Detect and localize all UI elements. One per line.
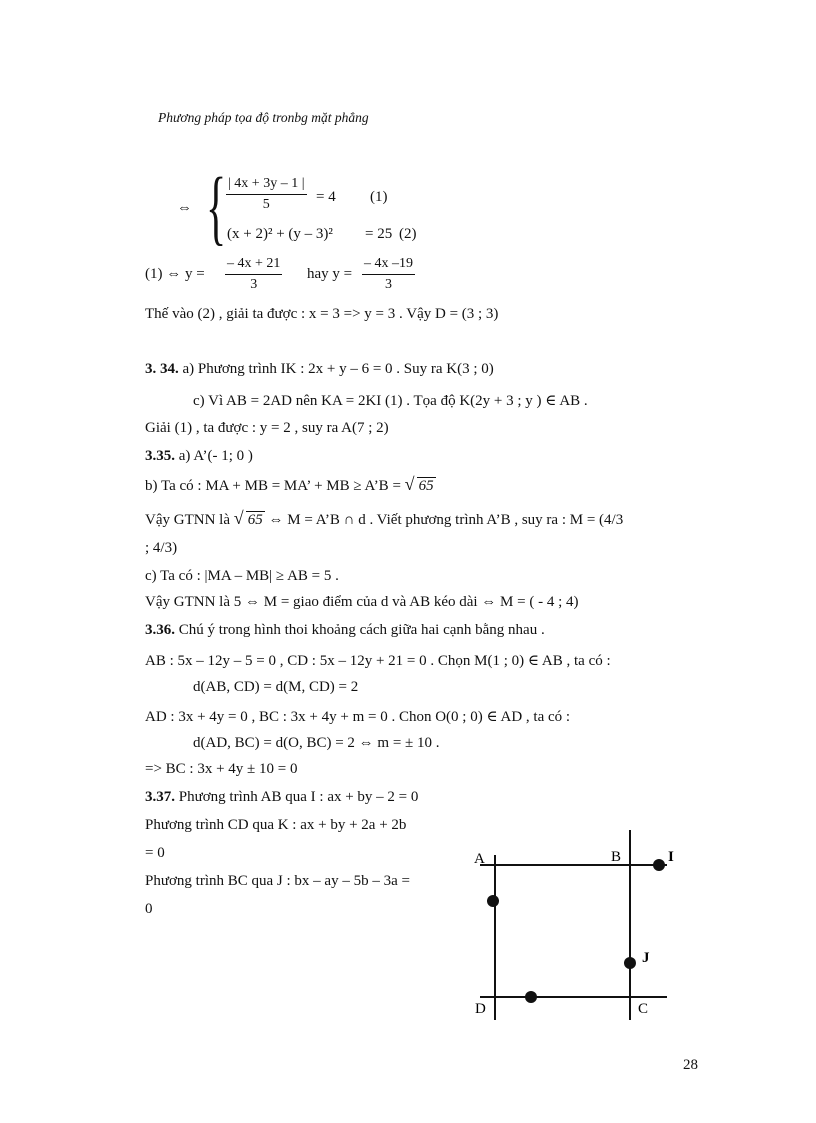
problem-3-36-intro bbox=[145, 622, 545, 639]
problem-3-37-bc-cont: 0 bbox=[145, 901, 153, 917]
eq2-rhs: = 25 bbox=[365, 226, 393, 242]
problem-3-34-label: 3. 34. bbox=[145, 361, 179, 377]
label-j: J bbox=[642, 950, 650, 966]
problem-3-35-c-gtnn: Vậy GTNN là 5 ⇔ M = giao điểm của d và AB kéo dài ⇔ M = ( - 4 ; 4) bbox=[145, 594, 579, 610]
problem-3-36-result: => BC : 3x + 4y ± 10 = 0 bbox=[145, 761, 298, 777]
page-header: Phương pháp tọa độ tronbg mặt phẳng bbox=[158, 110, 369, 125]
problem-3-35-label: 3.35. bbox=[145, 448, 175, 464]
problem-3-35-gtnn-cont: ; 4/3) bbox=[145, 540, 178, 556]
eq1-numerator: | 4x + 3y – 1 | bbox=[226, 176, 307, 195]
label-i: I bbox=[668, 849, 674, 865]
equiv-symbol: ⇔ bbox=[177, 200, 192, 216]
problem-3-35-b-text: b) Ta có : MA + MB = MA’ + MB ≥ A’B = bbox=[145, 478, 401, 494]
line1-mid: hay y = bbox=[307, 266, 353, 282]
line1-frac2-den: 3 bbox=[385, 277, 392, 292]
line1-frac2-num: – 4x –19 bbox=[362, 256, 415, 275]
point-i bbox=[653, 859, 665, 871]
problem-3-34-c: c) Vì AB = 2AD nên KA = 2KI (1) . Tọa độ K(2y + 3 ; y ) ∈ AB . bbox=[193, 393, 588, 409]
label-a: A bbox=[474, 851, 485, 867]
problem-3-36-ab-cd: AB : 5x – 12y – 5 = 0 , CD : 5x – 12y + 21 = 0 . Chọn M(1 ; 0) ∈ AB , ta có : bbox=[145, 653, 611, 669]
problem-3-37-ab bbox=[145, 789, 418, 806]
problem-3-35-a bbox=[145, 448, 253, 465]
sqrt-65-second: √ 65 bbox=[233, 508, 263, 528]
problem-3-36-d1: d(AB, CD) = d(M, CD) = 2 bbox=[193, 679, 359, 695]
problem-3-36-intro-text: Chú ý trong hình thoi khoảng cách giữa hai cạnh bằng nhau . bbox=[178, 622, 545, 638]
problem-3-34-solve: Giải (1) , ta được : y = 2 , suy ra A(7 ; 2) bbox=[145, 420, 389, 436]
line1-frac2 bbox=[362, 256, 415, 293]
label-b: B bbox=[611, 849, 622, 865]
page-number: 28 bbox=[683, 1057, 698, 1073]
gtnn-prefix: Vậy GTNN là bbox=[145, 512, 230, 528]
eq1-fraction bbox=[226, 176, 307, 213]
sqrt-65-second-radicand: 65 bbox=[247, 512, 263, 528]
problem-3-35-a-text: a) A’(- 1; 0 ) bbox=[178, 448, 253, 464]
point-ad bbox=[487, 895, 499, 907]
problem-3-37-ab-text: Phương trình AB qua I : ax + by – 2 = 0 bbox=[178, 789, 419, 805]
line1-frac1-num: – 4x + 21 bbox=[225, 256, 282, 275]
sqrt-65: √ 65 bbox=[404, 474, 434, 494]
problem-3-36-d2: d(AD, BC) = d(O, BC) = 2 ⇔ m = ± 10 . bbox=[193, 735, 440, 751]
substitution-line: Thế vào (2) , giải ta được : x = 3 => y = 3 . Vậy D = (3 ; 3) bbox=[145, 306, 499, 322]
problem-3-37-bc: Phương trình BC qua J : bx – ay – 5b – 3a = bbox=[145, 873, 410, 889]
eq2-tag: (2) bbox=[399, 226, 417, 242]
problem-3-37-label: 3.37. bbox=[145, 789, 175, 805]
sqrt-65-radicand: 65 bbox=[418, 478, 434, 494]
problem-3-34-a bbox=[145, 361, 494, 378]
problem-3-37-cd-cont: = 0 bbox=[145, 845, 165, 861]
problem-3-34-a-text: a) Phương trình IK : 2x + y – 6 = 0 . Suy ra K(3 ; 0) bbox=[182, 361, 494, 377]
eq1-tag: (1) bbox=[370, 189, 388, 205]
square-figure bbox=[455, 825, 685, 1025]
point-k bbox=[525, 991, 537, 1003]
problem-3-37-cd: Phương trình CD qua K : ax + by + 2a + 2b bbox=[145, 817, 407, 833]
line1-prefix: (1) ⇔ y = bbox=[145, 266, 205, 282]
problem-3-35-b bbox=[145, 474, 436, 495]
problem-3-36-ad-bc: AD : 3x + 4y = 0 , BC : 3x + 4y + m = 0 . Chon O(0 ; 0) ∈ AD , ta có : bbox=[145, 709, 571, 725]
problem-3-36-label: 3.36. bbox=[145, 622, 175, 638]
point-j bbox=[624, 957, 636, 969]
eq1-denominator: 5 bbox=[262, 197, 270, 212]
label-d: D bbox=[475, 1001, 486, 1017]
eq2-lhs: (x + 2)² + (y – 3)² bbox=[227, 226, 333, 242]
problem-3-35-c: c) Ta có : |MA – MB| ≥ AB = 5 . bbox=[145, 568, 339, 584]
line1-frac1 bbox=[225, 256, 282, 293]
problem-3-35-gtnn bbox=[145, 508, 624, 529]
eq1-rhs: = 4 bbox=[316, 189, 336, 205]
label-c: C bbox=[638, 1001, 649, 1017]
gtnn-suffix: ⇔ M = A’B ∩ d . Viết phương trình A’B , suy ra : M = (4/3 bbox=[268, 512, 624, 528]
system-brace: { bbox=[206, 161, 227, 254]
line1-frac1-den: 3 bbox=[250, 277, 258, 292]
